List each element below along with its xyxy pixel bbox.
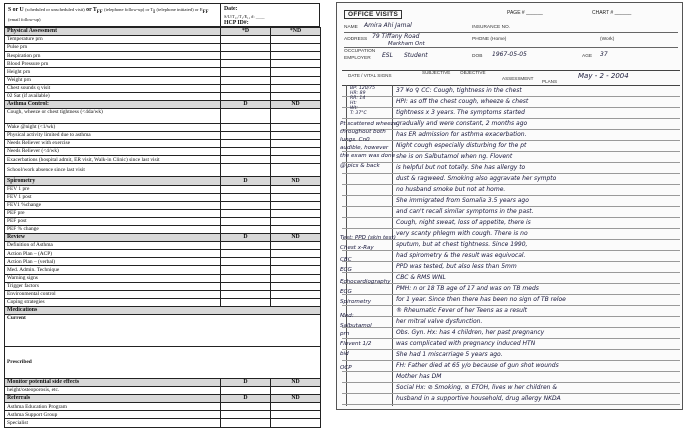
not-done-cell[interactable] [271,209,321,217]
row-label: Warning signs [5,274,221,282]
sheet-title: OFFICE VISITS [344,10,402,19]
table-row [5,266,321,274]
vital-sign: RR: 14 [350,96,366,101]
row-label: Trigger factors [5,282,221,290]
margin-note: ECG [340,289,352,295]
handwritten-note-line: Cough, night sweat, loss of appetite, there is [396,219,531,226]
table-row [5,250,321,258]
visit-date: May - 2 - 2004 [578,72,629,80]
row-label: Wake @night (<1/wk) [5,123,221,131]
handwritten-note-line: Obs. Gyn. Hx: has 4 children, her past pregnancy [396,329,545,336]
vital-sign: HR: 89 [350,91,366,96]
handwritten-note-line: she is on Salbutamol when ng. Flovent [396,153,513,160]
table-row [5,217,321,225]
ruled-line [342,151,680,152]
row-label: Pulse prn [5,44,221,52]
table-row [5,140,321,148]
not-done-cell[interactable] [271,411,321,419]
handwritten-note-line: Mother has DM [396,373,442,380]
medications-title: Medications [5,306,321,314]
not-done-cell[interactable] [271,123,321,131]
office-visits-sheet [336,2,683,410]
handwritten-note-line: had spirometry & the result was equivocal. [396,252,526,259]
done-cell[interactable] [221,68,271,76]
visit-code: S/U/T₁₁/T₁/E₁₁ #: ____ [224,14,265,19]
not-done-cell[interactable] [271,387,321,395]
prescribed-meds-row [5,347,321,379]
margin-note: prn [340,331,350,337]
col-done: *D [221,28,271,36]
done-cell[interactable] [221,298,271,306]
row-label: Chest sounds q visit [5,84,221,92]
patient-header [342,5,680,69]
handwritten-note-line: her mitral valve dysfunction. [396,318,483,325]
ruled-line [342,250,680,251]
table-row [5,242,321,250]
not-done-cell[interactable] [271,258,321,266]
done-cell[interactable] [221,209,271,217]
row-label: Med. Admin. Technique [5,266,221,274]
table-row [5,60,321,68]
not-done-cell[interactable] [271,201,321,209]
ruled-line [342,349,680,350]
done-cell[interactable] [221,140,271,148]
row-label: PEF post [5,217,221,225]
ruled-line [342,261,680,262]
progress-notes [342,85,680,406]
not-done-cell[interactable] [271,419,321,427]
name-label: NAME [344,25,358,30]
ruled-line [342,195,680,196]
row-label: Action Plan – (ACP) [5,250,221,258]
margin-note: audible, however [340,145,389,151]
margin-note: Test: PPD (skin test) [340,235,396,241]
table-row [5,84,321,92]
row-label: Action Plan – (verbal) [5,258,221,266]
table-row [5,76,321,84]
address-value: 79 Tiffany Road [372,33,420,40]
table-row [5,290,321,298]
handwritten-note-line: 37 ¥o ♀ CC: Cough, tightness in the chest [396,87,522,94]
work-phone-label: (Work) [600,37,615,42]
not-done-cell[interactable] [271,242,321,250]
table-row [5,411,321,419]
row-label: Asthma Support Group [5,411,221,419]
visit-type-tail: (email follow-up) [8,17,41,23]
date-block [221,4,319,26]
done-cell[interactable] [221,217,271,225]
divider [344,47,678,48]
margin-note: CBC [340,257,352,263]
ruled-line [342,272,680,273]
margin-note: Salbutamol [340,323,372,329]
handwritten-note-line: gradually and were constant, 2 months ago [396,120,528,127]
not-done-cell[interactable] [271,164,321,177]
done-cell[interactable] [221,225,271,233]
not-done-cell[interactable] [271,193,321,201]
row-label: Needs Reliever with exercise [5,140,221,148]
table-row [5,132,321,140]
visit-type-paren: (scheduled or unscheduled visit) [25,7,85,12]
row-label: Blood Pressure prn [5,60,221,68]
not-done-cell[interactable] [271,266,321,274]
ruled-line [342,140,680,141]
handwritten-note-line: Social Hx: ⊘ Smoking, ⊘ ETOH, lives w her children & [396,384,558,391]
row-label: Respiration prn [5,52,221,60]
visit-type-mid2: (telephone follow-up) or T [104,7,154,12]
handwritten-note-line: Night cough especially disturbing for the pt [396,142,527,149]
ruled-line [342,96,680,97]
done-cell[interactable] [221,36,271,44]
not-done-cell[interactable] [271,76,321,84]
not-done-cell[interactable] [271,68,321,76]
col-done: D [221,234,271,242]
address-city: Markham Ont [388,41,425,47]
row-label: Weight prn [5,76,221,84]
margin-note: @ pics & back [340,163,380,169]
done-cell[interactable] [221,250,271,258]
row-label: FEV1 %change [5,201,221,209]
handwritten-note-line: was complicated with pregnancy induced HTN [396,340,536,347]
row-label: Cough, wheeze or chest tightness (<4da/wk) [5,108,221,123]
handwritten-note-line: HPI: as off the chest cough, wheeze & chest [396,98,529,105]
margin-note: the exam was done [340,153,396,159]
table-row [5,258,321,266]
section-header [5,395,321,403]
handwritten-note-line: CBC & RMS WNL [396,274,446,281]
done-cell[interactable] [221,92,271,100]
handwritten-note-line: and can't recall similar symptoms in the past. [396,208,534,215]
section-title: Review [5,234,221,242]
row-label: School/work absence since last visit [5,164,221,177]
not-done-cell[interactable] [271,274,321,282]
section-title: Asthma Control: [5,100,221,108]
tab-date: DATE / VITAL SIGNS [348,73,392,78]
handwritten-note-line: is helpful but not totally. She has allergy to [396,164,526,171]
vital-sign: BP: 120/75 [350,86,376,91]
col-done: D [221,177,271,185]
section-title: Spirometry [5,177,221,185]
col-done: D [221,395,271,403]
not-done-cell[interactable] [271,250,321,258]
section-header [5,234,321,242]
row-label: Asthma Education Program [5,403,221,411]
tab-objective: OBJECTIVE [460,70,486,75]
not-done-cell[interactable] [271,298,321,306]
row-label: FEV 1 pre [5,185,221,193]
hcp-id-label: HCP ID#: [224,20,249,26]
table-row [5,92,321,100]
handwritten-note-line: PPD was tested, but also less than 5mm [396,263,517,270]
not-done-cell[interactable] [271,140,321,148]
ruled-line [342,206,680,207]
phone-label: PHONE (Home) [472,37,507,42]
table-row [5,387,321,395]
done-cell[interactable] [221,156,271,164]
age-value: 37 [600,51,608,58]
ruled-line [342,404,680,405]
done-cell[interactable] [221,201,271,209]
column-header-strip [342,70,680,86]
handwritten-note-line: has ER admission for asthma exacerbation. [396,131,527,138]
col-not-done: ND [271,379,321,387]
not-done-cell[interactable] [271,225,321,233]
col-done: D [221,100,271,108]
margin-note: bid [340,351,349,357]
handwritten-note-line: dust & ragweed. Smoking also aggravate her sympto [396,175,557,182]
handwritten-note-line: tightness x 3 years. The symptoms started [396,109,525,116]
table-row [5,419,321,427]
ruled-line [342,382,680,383]
section-title: Monitor potential side effects [5,379,221,387]
chart-number: CHART # ______ [592,10,632,16]
handwritten-note-line: husband in a supportive household, drug allergy NKDA [396,395,561,402]
ruled-line [342,283,680,284]
vital-sign: Ht: [350,101,357,106]
table-row [5,164,321,177]
visit-type-mid3: (telephone initiated) or E [156,7,203,12]
done-cell[interactable] [221,44,271,52]
section-title: Referrals [5,395,221,403]
ruled-line [342,118,680,119]
row-label: Definition of Asthma [5,242,221,250]
handwritten-note-line: for 1 year. Since then there has been no sign of TB reloe [396,296,566,303]
section-header [5,28,321,36]
done-cell[interactable] [221,274,271,282]
done-cell[interactable] [221,411,271,419]
dob-value: 1967-05-05 [492,51,527,58]
table-row [5,193,321,201]
row-label: Specialist [5,419,221,427]
age-label: AGE [582,54,593,59]
handwritten-note-line: PMH: n or 18 TB age of 17 and was on TB meds [396,285,539,292]
employer-label: EMPLOYER [344,56,371,61]
handwritten-note-line: She had 1 miscarriage 5 years ago. [396,351,503,358]
section-header [5,177,321,185]
not-done-cell[interactable] [271,44,321,52]
table-row [5,201,321,209]
done-cell[interactable] [221,242,271,250]
row-label: PEF % change [5,225,221,233]
table-row [5,68,321,76]
done-cell[interactable] [221,164,271,177]
section-header [5,100,321,108]
row-label: Coping strategies [5,298,221,306]
table-row [5,298,321,306]
not-done-cell[interactable] [271,84,321,92]
ruled-line [342,371,680,372]
done-cell[interactable] [221,132,271,140]
not-done-cell[interactable] [271,92,321,100]
margin-note: OCP [340,365,352,371]
ruled-line [342,305,680,306]
col-done: D [221,379,271,387]
table-row [5,52,321,60]
not-done-cell[interactable] [271,60,321,68]
current-meds-row [5,315,321,347]
done-cell[interactable] [221,419,271,427]
done-cell[interactable] [221,185,271,193]
visit-type-mid: or T [86,7,97,13]
ruled-line [342,129,680,130]
tab-assessment: ASSESSMENT [502,76,534,81]
ruled-line [342,184,680,185]
margin-note: ECG [340,267,352,273]
done-cell[interactable] [221,387,271,395]
margin-note: Chest x-Ray [340,245,374,251]
section-header [5,306,321,314]
ruled-line [342,360,680,361]
col-not-done: ND [271,234,321,242]
ruled-line [342,107,680,108]
section-title: Physical Assessment [5,28,221,36]
done-cell[interactable] [221,290,271,298]
margin-note: throughout both [340,129,386,135]
table-row [5,403,321,411]
ruled-line [342,228,680,229]
handwritten-note-line: ® Rheumatic Fever of her Teens as a result [396,307,527,314]
ruled-line [342,162,680,163]
visit-type-main: S or U [8,7,24,13]
not-done-cell[interactable] [271,156,321,164]
row-label: Physical activity limited due to asthma [5,132,221,140]
col-not-done: ND [271,395,321,403]
not-done-cell[interactable] [271,132,321,140]
name-value: Amira Ahi Jamal [364,22,412,29]
table-row [5,209,321,217]
asthma-visit-form [4,3,320,426]
not-done-cell[interactable] [271,403,321,411]
table-row [5,156,321,164]
row-label: Needs Reliever (<4/wk) [5,148,221,156]
handwritten-note-line: sputum, but at chest tightness. Since 1990, [396,241,528,248]
col-not-done: ND [271,100,321,108]
dob-label: DOB [472,54,483,59]
ruled-line [342,294,680,295]
visit-type-legend [5,4,221,26]
done-cell[interactable] [221,148,271,156]
done-cell[interactable] [221,84,271,92]
ruled-line [342,338,680,339]
not-done-cell[interactable] [271,290,321,298]
table-row [5,185,321,193]
page-number: PAGE # ______ [507,10,543,16]
insurance-label: INSURANCE NO. [472,25,511,30]
subscript-ff: FF [96,10,103,16]
handwritten-note-line: She immigrated from Somalia 3.5 years ago [396,197,529,204]
vitals-column-line [392,85,393,406]
done-cell[interactable] [221,282,271,290]
row-label: Height prn [5,68,221,76]
ruled-line [342,217,680,218]
subscript-ff2: FF [202,10,209,16]
current-label[interactable]: Current [5,315,321,347]
tab-subjective: SUBJECTIVE [422,70,451,75]
row-label: height/osteoporosis, etc. [5,387,221,395]
table-row [5,148,321,156]
occupation-value: ESL [382,52,393,59]
ruled-line [342,173,680,174]
ruled-line [342,327,680,328]
subscript-i: I [153,10,156,16]
handwritten-note-line: FH: Father died at 65 y/o because of gun shot wounds [396,362,559,369]
not-done-cell[interactable] [271,185,321,193]
table-row [5,274,321,282]
table-row [5,123,321,131]
not-done-cell[interactable] [271,52,321,60]
not-done-cell[interactable] [271,217,321,225]
col-not-done: ND [271,177,321,185]
table-row [5,108,321,123]
row-label: Temperature prn [5,36,221,44]
handwritten-note-line: no husband smoke but not at home. [396,186,506,193]
done-cell[interactable] [221,123,271,131]
row-label: 02 Sat (if available) [5,92,221,100]
margin-note: Flovent 1/2 [340,341,372,347]
table-row [5,225,321,233]
occupation-label: OCCUPATION [344,49,376,54]
section-header [5,379,321,387]
done-cell[interactable] [221,403,271,411]
employer-value: Student [404,52,428,59]
ruled-line [342,316,680,317]
done-cell[interactable] [221,266,271,274]
prescribed-label[interactable]: Prescribed [5,347,321,379]
form-header [4,3,320,27]
table-row [5,44,321,52]
address-label: ADDRESS [344,37,368,42]
row-label: Exacerbations (hospital admit, ER visit, Walk-in Clinic) since last visit [5,156,221,164]
assessment-table [4,27,321,428]
done-cell[interactable] [221,52,271,60]
margin-note: Pt scattered wheeze [340,121,398,127]
tab-plans: PLANS [542,79,558,84]
done-cell[interactable] [221,193,271,201]
not-done-cell[interactable] [271,282,321,290]
ruled-line [342,393,680,394]
not-done-cell[interactable] [271,108,321,123]
row-label: FEV 1 post [5,193,221,201]
done-cell[interactable] [221,76,271,84]
done-cell[interactable] [221,60,271,68]
table-row [5,36,321,44]
table-row [5,282,321,290]
not-done-cell[interactable] [271,148,321,156]
done-cell[interactable] [221,258,271,266]
row-label: Environmental control [5,290,221,298]
margin-note: Spirometry [340,299,372,305]
done-cell[interactable] [221,108,271,123]
vital-sign: T: 37°C [350,111,367,116]
handwritten-note-line: very scanty phlegm with cough. There is no [396,230,528,237]
col-not-done: *ND [271,28,321,36]
margin-note: Med: [340,313,354,319]
margin-note: Echocardiography [340,279,391,285]
not-done-cell[interactable] [271,36,321,44]
row-label: PEF pre [5,209,221,217]
margin-note: lungs. Cn0 [340,137,370,143]
date-label: Date: [224,6,238,12]
vital-sign: Wt: [350,106,358,111]
